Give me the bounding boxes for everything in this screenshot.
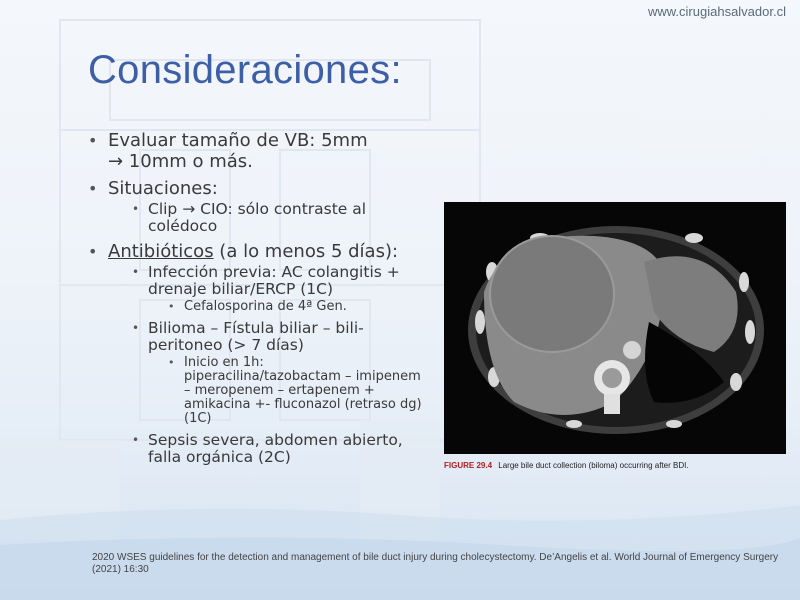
bullet-icon: • <box>132 321 140 335</box>
sub-list-item <box>128 264 424 314</box>
list-item <box>84 130 424 172</box>
figure-label: FIGURE 29.4 <box>444 461 493 470</box>
list-item <box>84 241 424 466</box>
sub-list-item <box>128 201 424 235</box>
bullet-icon: • <box>132 265 140 279</box>
item-text: Sepsis severa, abdomen abierto, falla orgánica (2C) <box>148 431 403 466</box>
ct-scan-image <box>444 202 786 454</box>
bullet-icon: • <box>168 300 175 313</box>
figure-caption-text: Large bile duct collection (biloma) occurring after BDI. <box>498 461 689 470</box>
bullet-icon: • <box>88 242 98 261</box>
item-text-continuation: → 10mm o más. <box>108 151 253 172</box>
bullet-icon: • <box>88 131 98 150</box>
antibiotics-link[interactable]: Antibióticos <box>108 241 214 262</box>
sub-list-item <box>128 432 424 466</box>
list-item <box>84 178 424 235</box>
citation: 2020 WSES guidelines for the detection and management of bile duct injury during cholecystectomy. De’Angelis et al. World Journal of Emergency Surgery (2021) 16:30 <box>92 552 779 575</box>
item-text: Evaluar tamaño de VB: 5mm <box>108 130 368 151</box>
bullet-icon: • <box>132 433 140 447</box>
sub-sub-list-item <box>166 356 424 426</box>
bullet-icon: • <box>168 356 175 369</box>
sub-sub-list-item <box>166 300 424 314</box>
figure-caption <box>444 461 794 470</box>
item-text: Situaciones: <box>108 178 218 199</box>
item-text: Clip → CIO: sólo contraste al colédoco <box>148 200 367 235</box>
site-url[interactable]: www.cirugiahsalvador.cl <box>647 4 786 19</box>
bullet-icon: • <box>132 202 140 216</box>
slide-title: Consideraciones: <box>88 48 402 92</box>
bullet-list <box>84 130 424 472</box>
sub-list-item <box>128 320 424 426</box>
item-text: Bilioma – Fístula biliar – bili-peritoneo (> 7 días) <box>148 319 364 354</box>
item-text: (a lo menos 5 días): <box>213 241 399 262</box>
item-text: Infección previa: AC colangitis + drenaje biliar/ERCP (1C) <box>148 263 400 298</box>
item-text: Inicio en 1h: piperacilina/tazobactam – imipenem – meropenem – ertapenem + amikacina +- fluconazol (retraso dg) (1C) <box>184 355 422 426</box>
item-text: Cefalosporina de 4ª Gen. <box>184 299 347 314</box>
bullet-icon: • <box>88 179 98 198</box>
